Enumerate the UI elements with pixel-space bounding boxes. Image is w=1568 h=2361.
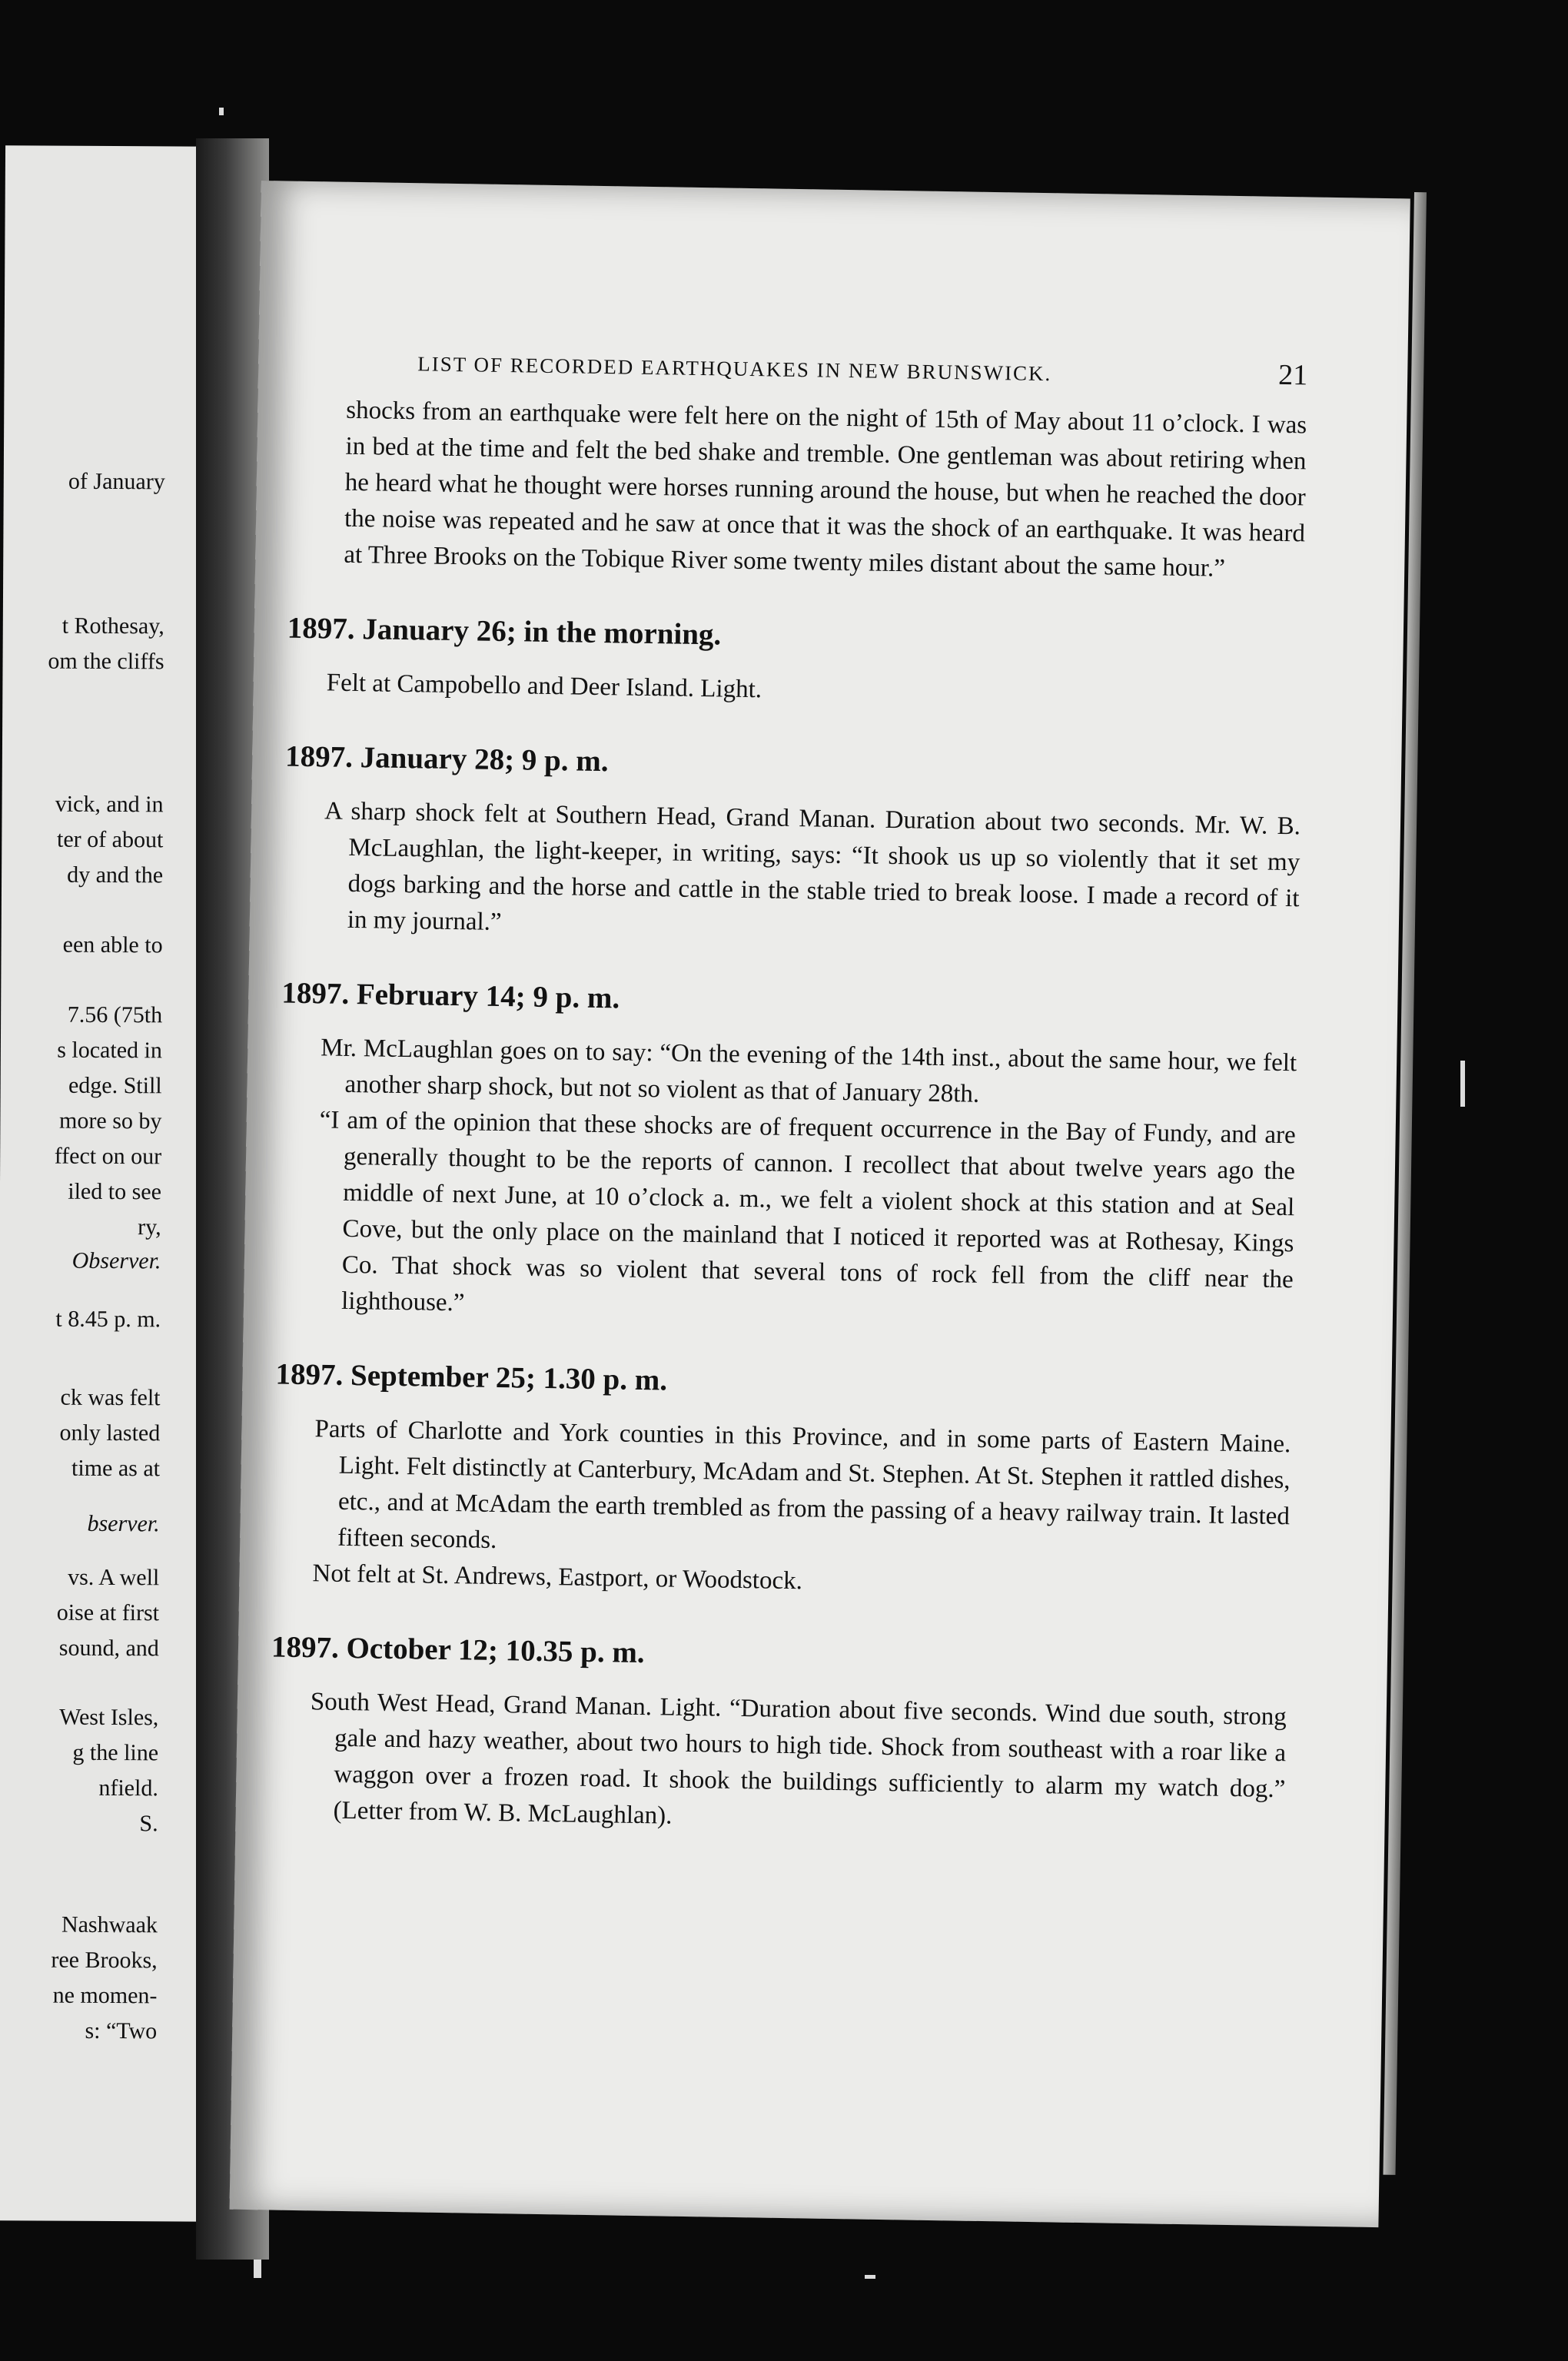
page-content: [271, 344, 1308, 1844]
left-line: iled to see: [68, 1178, 162, 1205]
left-line: vs. A well: [68, 1564, 160, 1591]
entry-heading: 1897. September 25; 1.30 p. m.: [275, 1357, 668, 1397]
dust-speck: [219, 108, 224, 115]
dust-speck: [1460, 1061, 1465, 1107]
left-line: g the line: [72, 1739, 159, 1766]
opening-paragraph: shocks from an earthquake were felt here on the night of 15th of May about 11 o’clock. I was in bed at the time and felt the bed shake and tremble. One gentleman was about retiring when he heard what he thought were horses running around the house, but when he reached the door the noise was repeated and he saw at once that it was the shock of an earthquake. It was heard at Three Brooks on the Tobique River some twenty miles distant about the same hour.”: [344, 396, 1307, 583]
entry-paragraph: South West Head, Grand Manan. Light. “Duration about five seconds. Wind due south, strong gale and hazy weather, about two hours to high tide. Shock from southeast with a roar like a waggon over a frozen road. It shook the buildings sufficiently to alarm my watch dog.” (Letter from W. B. McLaughlan).: [310, 1688, 1287, 1830]
entry-heading: 1897. January 28; 9 p. m.: [284, 739, 609, 779]
left-line: of January: [68, 468, 165, 495]
page-number: 21: [1277, 358, 1308, 392]
earthquake-entry: [287, 610, 1304, 717]
left-line: more so by: [59, 1107, 162, 1134]
entry-heading: 1897. October 12; 10.35 p. m.: [271, 1630, 645, 1670]
dust-speck: [865, 2275, 875, 2279]
left-line: Observer.: [71, 1247, 161, 1274]
earthquake-entry: [284, 739, 1302, 954]
left-line: t Rothesay,: [61, 613, 164, 639]
left-line: ffect on our: [54, 1143, 162, 1170]
left-line: sound, and: [58, 1635, 159, 1662]
left-line: West Isles,: [59, 1704, 159, 1731]
left-line: S.: [139, 1811, 158, 1837]
left-line: t 8.45 p. m.: [55, 1306, 161, 1333]
left-line: only lasted: [59, 1420, 161, 1446]
left-page-fragment: [0, 145, 226, 2221]
dust-speck: [254, 2260, 261, 2278]
left-line: een able to: [62, 931, 163, 958]
entry-paragraph: Mr. McLaughlan goes on to say: “On the evening of the 14th inst., about the same hour, we felt another sharp shock, but not so violent as that of January 28th.: [321, 1034, 1297, 1108]
left-line: dy and the: [67, 862, 164, 888]
left-line: 7.56 (75th: [67, 1001, 163, 1028]
running-head-title: LIST OF RECORDED EARTHQUAKES IN NEW BRUNSWICK.: [417, 352, 1052, 386]
right-page: [230, 181, 1410, 2227]
left-line: time as at: [71, 1455, 161, 1482]
left-line: bserver.: [87, 1510, 160, 1537]
earthquake-entry: [281, 975, 1298, 1335]
left-line: s: “Two: [85, 2017, 158, 2044]
entry-heading: 1897. February 14; 9 p. m.: [281, 976, 620, 1015]
left-line: Nashwaak: [61, 1911, 158, 1938]
left-line: ck was felt: [60, 1384, 161, 1411]
entry-heading: 1897. January 26; in the morning.: [287, 611, 722, 652]
left-line: edge. Still: [68, 1072, 162, 1099]
entry-paragraph: Parts of Charlotte and York counties in this Province, and in some parts of Eastern Maine. Light. Felt distinctly at Canterbury, McAdam and St. Stephen. At St. Stephen it rattled dishes, etc., and at McAdam the earth trembled as from the passing of a heavy railway train. It lasted fifteen seconds.: [314, 1415, 1291, 1555]
entry-paragraph: A sharp shock felt at Southern Head, Grand Manan. Duration about two seconds. Mr. W. B. McLaughlan, the light-keeper, in writing, says: “It shook us up so violently that it set my dogs barking and the horse and cattle in the stable tried to break loose. I made a record of it in my journal.”: [324, 797, 1301, 937]
left-line: s located in: [57, 1037, 162, 1064]
left-line: ter of about: [56, 826, 164, 853]
left-line: om the cliffs: [48, 648, 164, 675]
entry-paragraph: Not felt at St. Andrews, Eastport, or Woodstock.: [312, 1559, 803, 1596]
left-line: oise at first: [56, 1599, 160, 1626]
left-line: nfield.: [98, 1775, 158, 1801]
running-head: [347, 344, 1308, 393]
left-line: ne momen-: [52, 1982, 158, 2009]
entry-paragraph: “I am of the opinion that these shocks are of frequent occurrence in the Bay of Fundy, and are generally thought to be the reports of cannon. I recollect that about twelve years ago the middle of next June, at 10 o’clock a. m., we felt a violent shock at this station and at Seal Cove, but the only place on the mainland that I noticed it reported was at Rothesay, Kings Co. That shock was so violent that several tons of rock fell from the cliff near the lighthouse.”: [319, 1106, 1296, 1317]
left-line: vick, and in: [55, 791, 164, 818]
entry-paragraph: Felt at Campobello and Deer Island. Light.: [326, 669, 762, 704]
left-line: ry,: [138, 1214, 161, 1240]
left-line: ree Brooks,: [51, 1947, 158, 1974]
earthquake-entry: [271, 1629, 1287, 1845]
earthquake-entry: [275, 1356, 1292, 1608]
